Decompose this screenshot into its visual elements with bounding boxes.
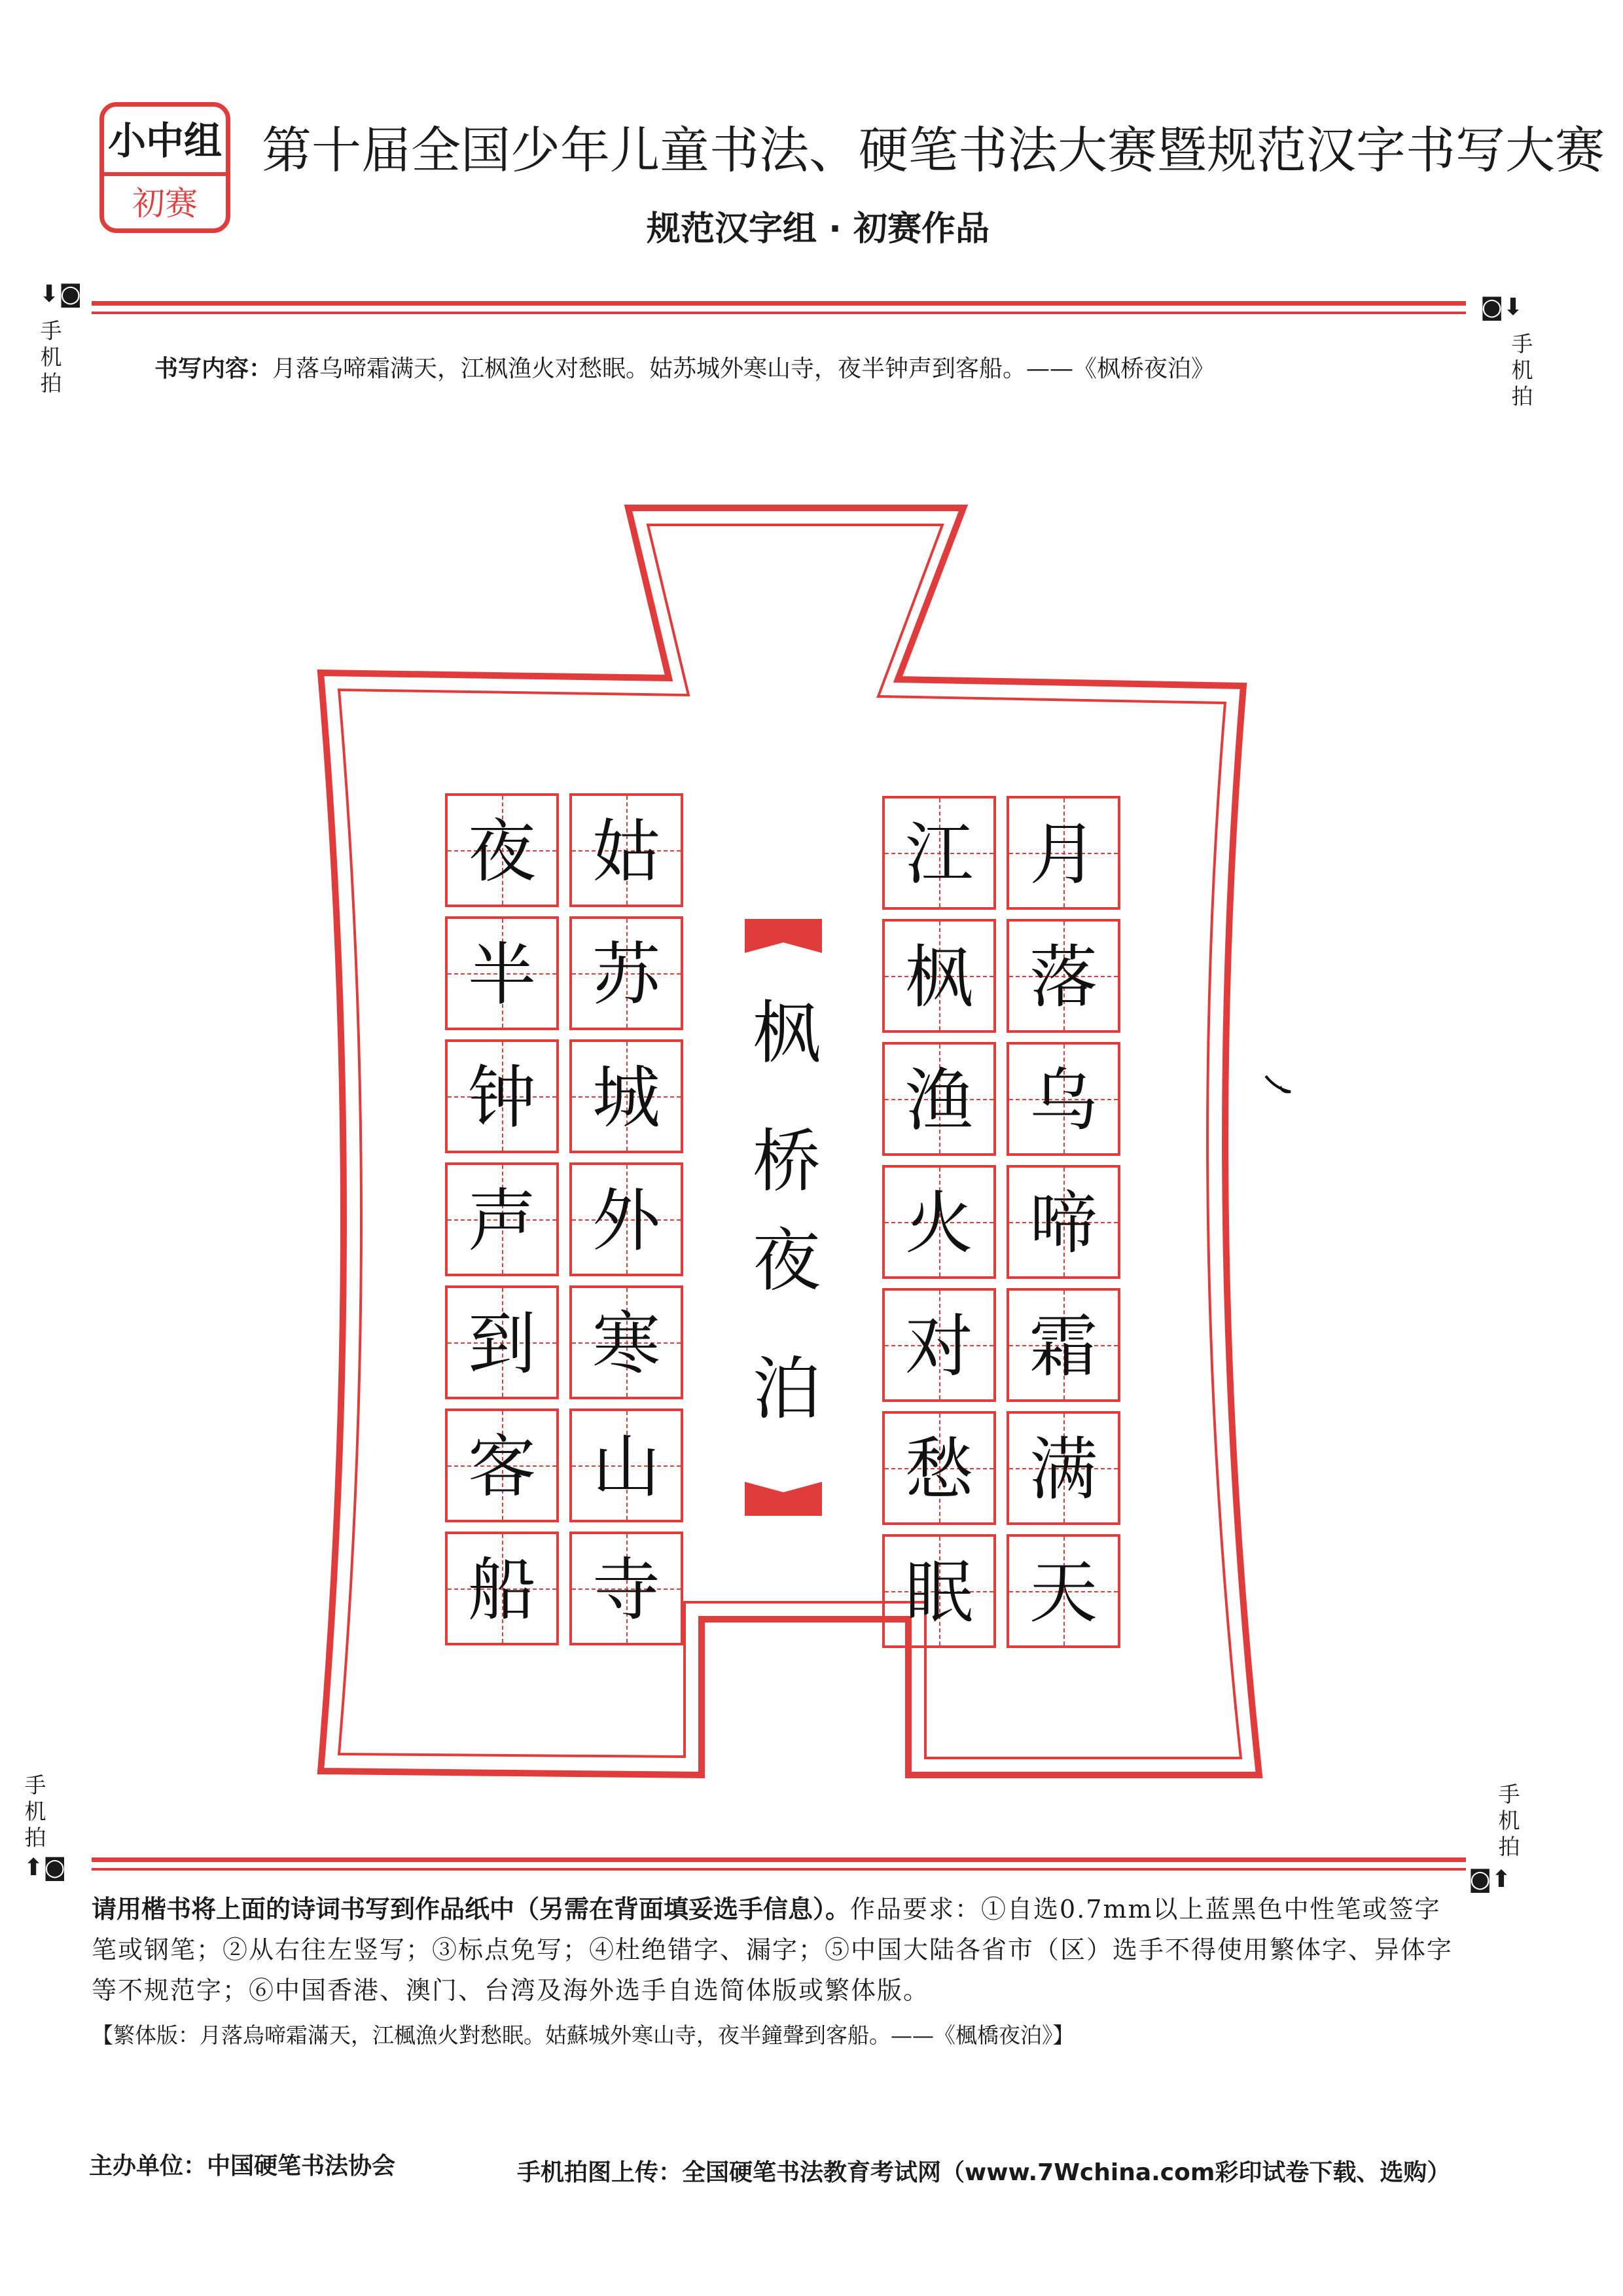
- poem-title-char: 桥: [752, 1121, 821, 1201]
- camera-icon-bottom-left: ⬆◙: [24, 1854, 67, 1881]
- title-chevron-top: [745, 919, 822, 953]
- grid-cell: 寺: [569, 1532, 683, 1645]
- poem-title-char: 枫: [752, 993, 821, 1073]
- grid-cell: 夜: [445, 793, 559, 907]
- grid-cell: 枫: [882, 919, 996, 1033]
- grid-cell: 钟: [445, 1039, 559, 1153]
- grid-cell: 船: [445, 1532, 559, 1645]
- grid-cell: 江: [882, 796, 996, 910]
- traditional-version: 【繁体版：月落烏啼霜滿天，江楓漁火對愁眠。姑蘇城外寒山寺，夜半鐘聲到客船。——《楓橋夜泊》】: [92, 2022, 1075, 2048]
- grid-cell: 山: [569, 1408, 683, 1522]
- grid-cell: 苏: [569, 916, 683, 1030]
- phone-shot-label-bottom-right: 手 机 拍: [1498, 1782, 1520, 1859]
- grid-cell: 眠: [882, 1534, 996, 1648]
- grid-cell: 天: [1007, 1534, 1120, 1648]
- grid-cell: 渔: [882, 1042, 996, 1156]
- page-title: 第十届全国少年儿童书法、硬笔书法大赛暨规范汉字书写大赛: [262, 121, 1605, 179]
- grid-cell: 城: [569, 1039, 683, 1153]
- grid-cell: 满: [1007, 1411, 1120, 1525]
- phone-shot-label-bottom-left: 手 机 拍: [24, 1772, 46, 1850]
- writing-content-text: 月落乌啼霜满天，江枫渔火对愁眠。姑苏城外寒山寺，夜半钟声到客船。——《枫桥夜泊》: [272, 355, 1215, 382]
- poem-title-char: 泊: [752, 1349, 821, 1429]
- grid-cell: 啼: [1007, 1165, 1120, 1279]
- grid-cell: 声: [445, 1162, 559, 1276]
- grid-cell: 姑: [569, 793, 683, 907]
- grid-cell: 落: [1007, 919, 1120, 1033]
- instructions: [92, 1889, 1466, 2011]
- grid-cell: 客: [445, 1408, 559, 1522]
- grid-cell: 愁: [882, 1411, 996, 1525]
- camera-icon-bottom-right: ◙⬆: [1469, 1866, 1512, 1893]
- grid-cell: 月: [1007, 796, 1120, 910]
- phone-shot-label-top-left: 手 机 拍: [40, 318, 62, 396]
- grid-cell: 外: [569, 1162, 683, 1276]
- instructions-body: 作品要求：①自选0.7mm以上蓝黑色中性笔或签字笔或钢笔；②从右往左竖写；③标点免写；④杜绝错字、漏字；⑤中国大陆各省市（区）选手不得使用繁体字、异体字等不规范字；⑥中国香港、澳门、台湾及海外选手自选简体版或繁体版。: [92, 1895, 1454, 2005]
- grid-cell: 到: [445, 1285, 559, 1399]
- stray-pen-mark: [1263, 1073, 1296, 1100]
- grid-cell: 乌: [1007, 1042, 1120, 1156]
- camera-icon-top-right: ◙⬇: [1480, 294, 1524, 321]
- poem-title-char: 夜: [752, 1221, 821, 1300]
- camera-icon-top-left: ⬇◙: [39, 281, 82, 308]
- page-subtitle: 规范汉字组 · 初赛作品: [647, 209, 990, 249]
- organizer: 主办单位：中国硬笔书法协会: [89, 2153, 396, 2179]
- phone-shot-label-top-right: 手 机 拍: [1511, 331, 1533, 409]
- grid-cell: 霜: [1007, 1288, 1120, 1402]
- grid-cell: 半: [445, 916, 559, 1030]
- badge-round-label: 初赛: [132, 185, 198, 223]
- upload-info: 手机拍图上传：全国硬笔书法教育考试网（www.7Wchina.com彩印试卷下载、选购）: [517, 2159, 1451, 2186]
- badge-group-label: 小中组: [107, 118, 222, 163]
- grid-cell: 寒: [569, 1285, 683, 1399]
- grid-cell: 对: [882, 1288, 996, 1402]
- writing-content-label: 书写内容：: [154, 355, 273, 382]
- instructions-lead: 请用楷书将上面的诗词书写到作品纸中（另需在背面填妥选手信息）。: [92, 1895, 851, 1924]
- title-chevron-bottom: [745, 1482, 822, 1516]
- grid-cell: 火: [882, 1165, 996, 1279]
